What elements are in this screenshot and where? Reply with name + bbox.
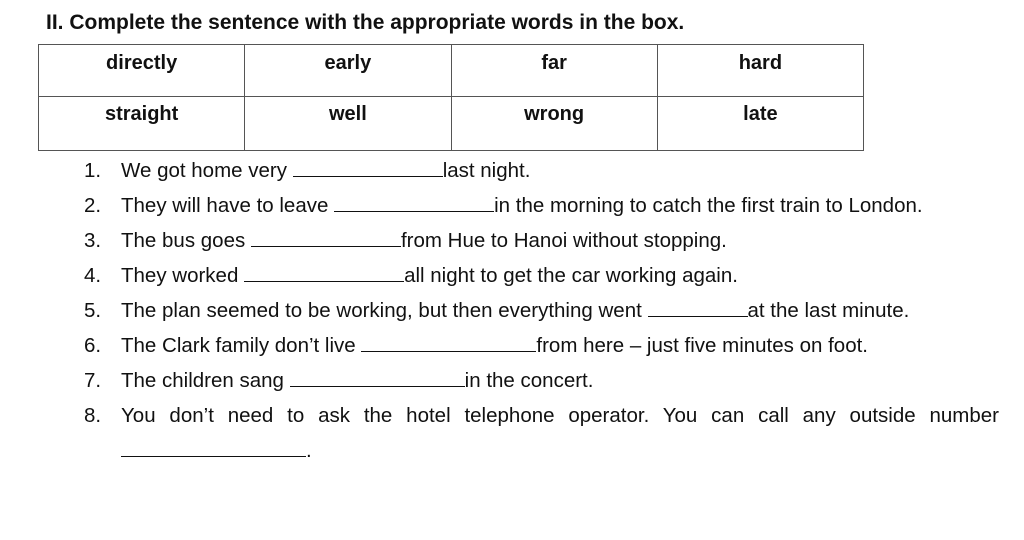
sentence-text-after: from here – just five minutes on foot.: [536, 334, 868, 357]
word-cell: hard: [657, 45, 863, 97]
word-cell: wrong: [451, 97, 657, 151]
sentence-text-after: .: [306, 439, 312, 462]
sentence-item: [84, 363, 999, 398]
sentence-number: 2.: [84, 194, 102, 217]
sentence-item: [84, 328, 999, 363]
word-box-table: [38, 44, 864, 151]
sentence-item: [84, 188, 999, 223]
word-cell: well: [245, 97, 451, 151]
sentence-item: [84, 293, 999, 328]
sentence-item: [84, 223, 999, 258]
word-cell: straight: [39, 97, 245, 151]
word-cell: late: [657, 97, 863, 151]
sentence-text-before: The Clark family don’t live: [121, 334, 356, 357]
sentence-number: 7.: [84, 369, 102, 392]
sentence-text-before: The plan seemed to be working, but then everything went: [121, 299, 642, 322]
answer-blank[interactable]: [290, 366, 465, 387]
sentence-text-after: last night.: [442, 159, 531, 182]
sentence-text-before: The children sang: [121, 369, 284, 392]
answer-blank[interactable]: [121, 436, 306, 457]
word-cell: far: [451, 45, 657, 97]
sentence-number: 3.: [84, 229, 102, 252]
answer-blank[interactable]: [251, 226, 401, 247]
sentence-text-after: all night to get the car working again.: [404, 264, 738, 287]
answer-blank[interactable]: [334, 191, 494, 212]
sentence-number: 1.: [84, 159, 102, 182]
answer-blank[interactable]: [361, 331, 536, 352]
answer-blank[interactable]: [244, 261, 404, 282]
sentence-text-before: They worked: [121, 264, 239, 287]
sentence-text-after: from Hue to Hanoi without stopping.: [400, 229, 727, 252]
word-box-row: [39, 45, 864, 97]
sentence-list: [84, 153, 999, 468]
sentence-number: 5.: [84, 299, 102, 322]
sentence-text-after: at the last minute.: [747, 299, 910, 322]
sentence-text-before: You don’t need to ask the hotel telephone operator. You can call any outside number: [121, 404, 999, 427]
word-cell: early: [245, 45, 451, 97]
word-box-row: [39, 97, 864, 151]
sentence-item: [84, 258, 999, 293]
sentence-text-after: in the morning to catch the first train to London.: [494, 194, 923, 217]
sentence-number: 8.: [84, 404, 102, 427]
sentence-text-before: They will have to leave: [121, 194, 329, 217]
sentence-item: [84, 153, 999, 188]
exercise-heading: II. Complete the sentence with the appropriate words in the box.: [46, 11, 685, 34]
sentence-text-before: The bus goes: [121, 229, 246, 252]
answer-blank[interactable]: [648, 296, 748, 317]
sentence-text-before: We got home very: [121, 159, 287, 182]
sentence-number: 6.: [84, 334, 102, 357]
sentence-text-after: in the concert.: [464, 369, 594, 392]
answer-blank[interactable]: [293, 156, 443, 177]
word-cell: directly: [39, 45, 245, 97]
sentence-number: 4.: [84, 264, 102, 287]
sentence-item: [84, 398, 999, 468]
